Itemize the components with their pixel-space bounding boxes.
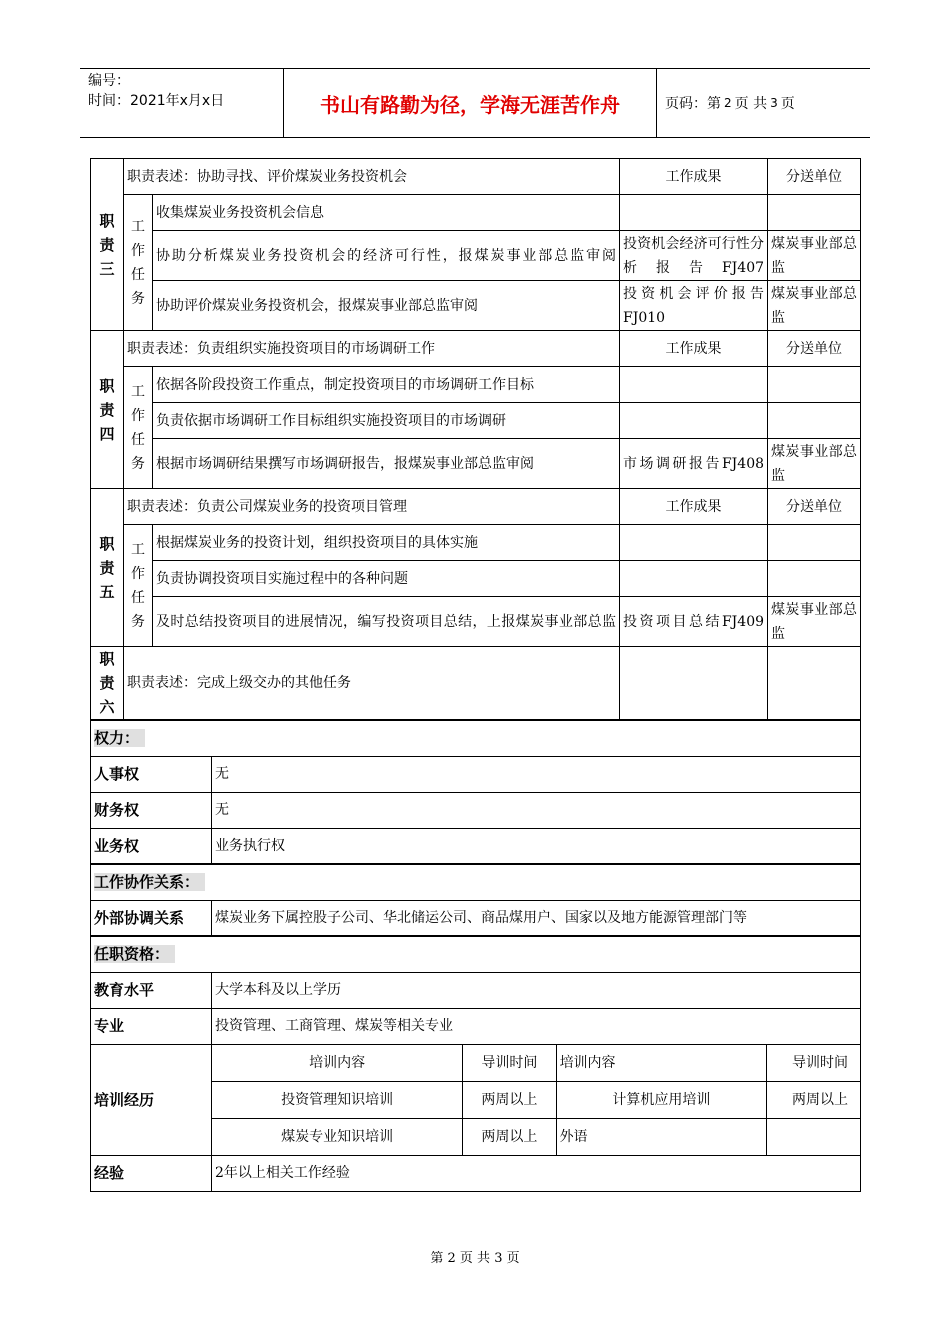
task-text: 及时总结投资项目的进展情况，编写投资项目总结，上报煤炭事业部总监 xyxy=(153,597,620,647)
duty4-desc-row xyxy=(91,331,861,367)
power-row xyxy=(91,756,861,792)
task-result: 市场调研报告FJ408 xyxy=(620,439,768,489)
time-label: 时间：2021年x月x日 xyxy=(88,93,225,109)
duty4-result-head: 工作成果 xyxy=(620,331,768,367)
task-result xyxy=(620,403,768,439)
task-result: 投资机会经济可行性分析报告FJ407 xyxy=(620,231,768,281)
training-cell: 投资管理知识培训 xyxy=(212,1082,463,1118)
task-label: 工作任务 xyxy=(124,195,153,331)
task-result xyxy=(620,561,768,597)
power-label: 人事权 xyxy=(91,756,212,792)
training-head-cell: 培训内容 xyxy=(212,1045,463,1081)
training-label: 培训经历 xyxy=(91,1044,212,1155)
duty3-desc: 职责表述：协助寻找、评价煤炭业务投资机会 xyxy=(124,159,620,195)
training-head-row xyxy=(91,1044,861,1081)
duty5-desc-row xyxy=(91,489,861,525)
task-label: 工作任务 xyxy=(124,525,153,647)
training-cell: 煤炭专业知识培训 xyxy=(212,1119,463,1155)
duty6-desc: 职责表述：完成上级交办的其他任务 xyxy=(124,647,620,721)
task-dist: 煤炭事业部总监 xyxy=(768,281,861,331)
education-value: 大学本科及以上学历 xyxy=(212,972,861,1008)
task-result: 投资机会评价报告FJ010 xyxy=(620,281,768,331)
duty4-desc: 职责表述：负责组织实施投资项目的市场调研工作 xyxy=(124,331,620,367)
duty3-desc-row xyxy=(91,159,861,195)
experience-row xyxy=(91,1155,861,1191)
duty6-dist xyxy=(768,647,861,721)
duty5-result-head: 工作成果 xyxy=(620,489,768,525)
training-head-cell: 导训时间 xyxy=(463,1045,556,1081)
task-dist xyxy=(768,403,861,439)
duty5-desc: 职责表述：负责公司煤炭业务的投资项目管理 xyxy=(124,489,620,525)
task-row xyxy=(91,439,861,489)
task-dist xyxy=(768,561,861,597)
task-text: 协助评价煤炭业务投资机会，报煤炭事业部总监审阅 xyxy=(153,281,620,331)
page-footer: 第 2 页 共 3 页 xyxy=(430,1251,520,1266)
cooperation-title: 工作协作关系： xyxy=(91,864,861,900)
task-dist: 煤炭事业部总监 xyxy=(768,439,861,489)
job-description-table xyxy=(90,158,861,1192)
task-row xyxy=(91,525,861,561)
duty6-result xyxy=(620,647,768,721)
task-result xyxy=(620,525,768,561)
page-indicator: 页码：第 2 页 共 3 页 xyxy=(665,96,795,112)
task-result xyxy=(620,367,768,403)
task-text: 根据市场调研结果撰写市场调研报告，报煤炭事业部总监审阅 xyxy=(153,439,620,489)
power-value: 无 xyxy=(212,792,861,828)
task-row xyxy=(91,403,861,439)
task-row xyxy=(91,195,861,231)
training-cell: 计算机应用培训 xyxy=(556,1082,767,1118)
power-title-row xyxy=(91,720,861,756)
training-cell: 外语 xyxy=(556,1119,767,1155)
task-dist: 煤炭事业部总监 xyxy=(768,597,861,647)
education-row xyxy=(91,972,861,1008)
major-value: 投资管理、工商管理、煤炭等相关专业 xyxy=(212,1008,861,1044)
task-text: 根据煤炭业务的投资计划，组织投资项目的具体实施 xyxy=(153,525,620,561)
cooperation-label: 外部协调关系 xyxy=(91,900,212,936)
duty4-label: 职责四 xyxy=(91,331,124,489)
power-label: 财务权 xyxy=(91,792,212,828)
training-cell: 两周以上 xyxy=(463,1082,556,1118)
task-row xyxy=(91,231,861,281)
task-row xyxy=(91,367,861,403)
code-label: 编号： xyxy=(88,73,130,89)
task-dist xyxy=(768,195,861,231)
task-text: 收集煤炭业务投资机会信息 xyxy=(153,195,620,231)
major-label: 专业 xyxy=(91,1008,212,1044)
power-label: 业务权 xyxy=(91,828,212,864)
power-row xyxy=(91,828,861,864)
task-text: 协助分析煤炭业务投资机会的经济可行性，报煤炭事业部总监审阅 xyxy=(153,231,620,281)
task-result xyxy=(620,195,768,231)
training-head-cell: 培训内容 xyxy=(556,1045,767,1081)
cooperation-value: 煤炭业务下属控股子公司、华北储运公司、商品煤用户、国家以及地方能源管理部门等 xyxy=(212,900,861,936)
duty6-label: 职责六 xyxy=(91,647,124,721)
power-row xyxy=(91,792,861,828)
experience-label: 经验 xyxy=(91,1155,212,1191)
training-cell: 两周以上 xyxy=(792,1091,849,1108)
task-dist: 煤炭事业部总监 xyxy=(768,231,861,281)
training-cell xyxy=(767,1119,860,1155)
training-table xyxy=(212,1045,860,1081)
major-row xyxy=(91,1008,861,1044)
task-result: 投资项目总结FJ409 xyxy=(620,597,768,647)
experience-value: 2年以上相关工作经验 xyxy=(212,1155,861,1191)
duty3-label: 职责三 xyxy=(91,159,124,331)
task-dist xyxy=(768,525,861,561)
task-text: 依据各阶段投资工作重点，制定投资项目的市场调研工作目标 xyxy=(153,367,620,403)
duty4-dist-head: 分送单位 xyxy=(768,331,861,367)
education-label: 教育水平 xyxy=(91,972,212,1008)
qualification-title-row xyxy=(91,936,861,972)
task-row xyxy=(91,561,861,597)
task-row xyxy=(91,281,861,331)
qualification-title: 任职资格： xyxy=(91,936,861,972)
power-value: 无 xyxy=(212,756,861,792)
duty5-dist-head: 分送单位 xyxy=(768,489,861,525)
task-row xyxy=(91,597,861,647)
task-label: 工作任务 xyxy=(124,367,153,489)
training-head-cell: 导训时间 xyxy=(792,1054,849,1071)
page-header xyxy=(80,68,870,138)
duty5-label: 职责五 xyxy=(91,489,124,647)
task-text: 负责依据市场调研工作目标组织实施投资项目的市场调研 xyxy=(153,403,620,439)
task-text: 负责协调投资项目实施过程中的各种问题 xyxy=(153,561,620,597)
motto: 书山有路勤为径，学海无涯苦作舟 xyxy=(283,69,657,137)
duty6-row xyxy=(91,647,861,721)
power-title: 权力： xyxy=(91,720,861,756)
training-cell: 两周以上 xyxy=(463,1119,556,1155)
header-meta xyxy=(80,69,283,137)
duty3-result-head: 工作成果 xyxy=(620,159,768,195)
duty3-dist-head: 分送单位 xyxy=(768,159,861,195)
cooperation-title-row xyxy=(91,864,861,900)
task-dist xyxy=(768,367,861,403)
cooperation-row xyxy=(91,900,861,936)
power-value: 业务执行权 xyxy=(212,828,861,864)
